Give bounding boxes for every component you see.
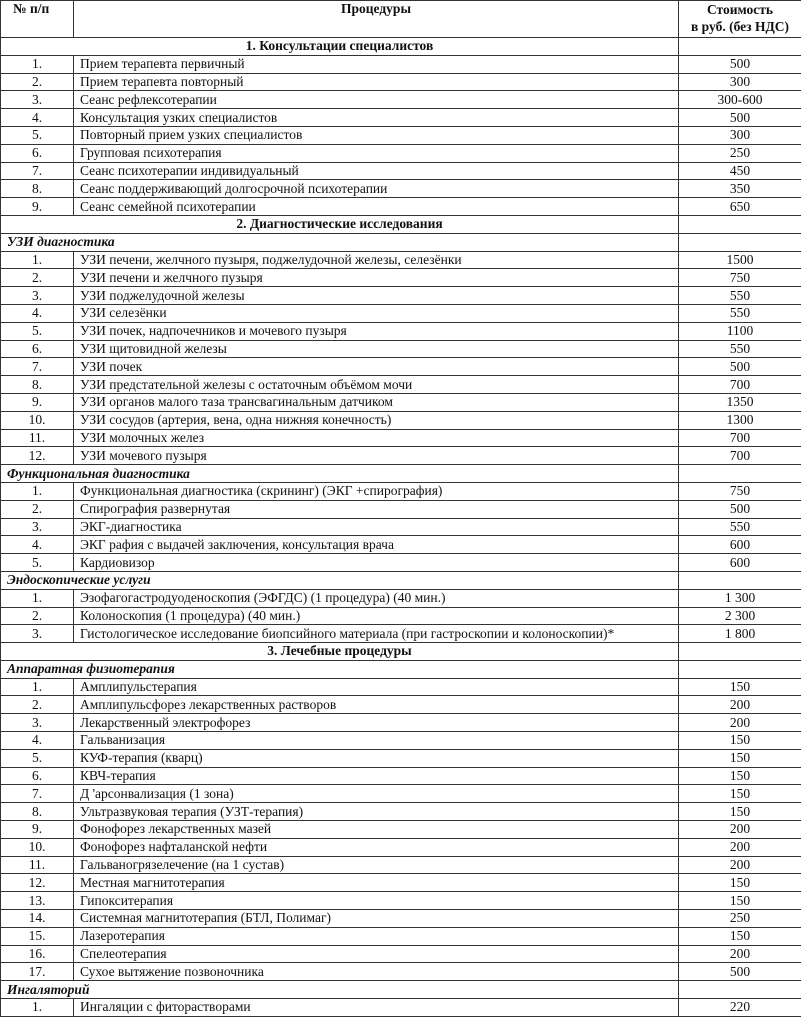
item-price: 750 <box>679 482 801 500</box>
item-name: Амплипульстерапия <box>74 678 679 696</box>
item-name: Сеанс поддерживающий долгосрочной психотерапии <box>74 180 679 198</box>
item-name: Фонофорез нафталанской нефти <box>74 838 679 856</box>
item-number: 3. <box>1 714 74 732</box>
item-price: 1 800 <box>679 625 801 643</box>
item-number: 5. <box>1 554 74 572</box>
item-number: 5. <box>1 126 74 144</box>
item-price: 300-600 <box>679 91 801 109</box>
table-row <box>1 927 801 945</box>
item-price: 300 <box>679 73 801 91</box>
item-price: 220 <box>679 999 801 1017</box>
table-row <box>1 144 801 162</box>
table-row <box>1 180 801 198</box>
item-name: УЗИ почек, надпочечников и мочевого пузыря <box>74 322 679 340</box>
item-price: 250 <box>679 910 801 928</box>
item-number: 10. <box>1 838 74 856</box>
item-price: 200 <box>679 838 801 856</box>
table-row <box>1 999 801 1017</box>
item-name: Сеанс семейной психотерапии <box>74 198 679 216</box>
item-name: Спирография развернутая <box>74 500 679 518</box>
table-row <box>1 429 801 447</box>
header-cost-line1: Стоимость <box>706 2 774 17</box>
item-price: 450 <box>679 162 801 180</box>
subsection-cost-empty <box>679 981 801 999</box>
item-price: 250 <box>679 144 801 162</box>
table-row <box>1 607 801 625</box>
item-price: 750 <box>679 269 801 287</box>
item-price: 700 <box>679 447 801 465</box>
table-row <box>1 874 801 892</box>
item-number: 9. <box>1 198 74 216</box>
subsection-title: Аппаратная физиотерапия <box>1 660 679 678</box>
table-row <box>1 732 801 750</box>
item-number: 13. <box>1 892 74 910</box>
item-number: 5. <box>1 749 74 767</box>
table-row <box>1 91 801 109</box>
item-price: 1500 <box>679 251 801 269</box>
item-price: 700 <box>679 376 801 394</box>
subsection-cost-empty <box>679 660 801 678</box>
table-row <box>1 55 801 73</box>
item-name: Повторный прием узких специалистов <box>74 126 679 144</box>
item-number: 2. <box>1 73 74 91</box>
item-price: 550 <box>679 340 801 358</box>
item-number: 1. <box>1 482 74 500</box>
item-name: УЗИ щитовидной железы <box>74 340 679 358</box>
item-number: 1. <box>1 589 74 607</box>
item-name: Д 'арсонвализация (1 зона) <box>74 785 679 803</box>
item-number: 3. <box>1 625 74 643</box>
item-name: ЭКГ рафия с выдачей заключения, консультация врача <box>74 536 679 554</box>
item-number: 6. <box>1 767 74 785</box>
table-row <box>1 714 801 732</box>
item-price: 600 <box>679 536 801 554</box>
item-price: 200 <box>679 856 801 874</box>
table-row <box>1 393 801 411</box>
item-number: 11. <box>1 429 74 447</box>
subsection-title: Эндоскопические услуги <box>1 571 679 589</box>
item-price: 150 <box>679 767 801 785</box>
item-number: 3. <box>1 518 74 536</box>
item-price: 1350 <box>679 393 801 411</box>
table-row <box>1 856 801 874</box>
item-name: Лазеротерапия <box>74 927 679 945</box>
table-row <box>1 749 801 767</box>
item-price: 200 <box>679 821 801 839</box>
table-row <box>1 269 801 287</box>
item-name: Ультразвуковая терапия (УЗТ-терапия) <box>74 803 679 821</box>
item-price: 550 <box>679 304 801 322</box>
table-row <box>1 838 801 856</box>
item-name: УЗИ селезёнки <box>74 304 679 322</box>
item-number: 1. <box>1 678 74 696</box>
item-number: 4. <box>1 304 74 322</box>
table-row <box>1 376 801 394</box>
item-number: 15. <box>1 927 74 945</box>
item-name: Прием терапевта повторный <box>74 73 679 91</box>
item-name: Консультация узких специалистов <box>74 109 679 127</box>
item-price: 150 <box>679 678 801 696</box>
header-row <box>1 1 801 38</box>
item-price: 150 <box>679 892 801 910</box>
item-number: 4. <box>1 732 74 750</box>
section-row <box>1 215 801 233</box>
table-row <box>1 251 801 269</box>
item-name: Прием терапевта первичный <box>74 55 679 73</box>
item-price: 700 <box>679 429 801 447</box>
item-number: 2. <box>1 269 74 287</box>
item-price: 2 300 <box>679 607 801 625</box>
section-row <box>1 643 801 661</box>
item-number: 11. <box>1 856 74 874</box>
table-row <box>1 500 801 518</box>
table-row <box>1 482 801 500</box>
item-number: 12. <box>1 447 74 465</box>
table-row <box>1 411 801 429</box>
item-name: Системная магнитотерапия (БТЛ, Полимаг) <box>74 910 679 928</box>
section-title: 2. Диагностические исследования <box>1 215 679 233</box>
table-row <box>1 785 801 803</box>
section-title: 3. Лечебные процедуры <box>1 643 679 661</box>
item-price: 1100 <box>679 322 801 340</box>
subsection-row <box>1 571 801 589</box>
item-price: 150 <box>679 803 801 821</box>
item-number: 1. <box>1 55 74 73</box>
item-number: 4. <box>1 536 74 554</box>
header-cost-line2: в руб. (без НДС) <box>691 19 789 34</box>
item-number: 6. <box>1 340 74 358</box>
item-number: 3. <box>1 91 74 109</box>
item-price: 1300 <box>679 411 801 429</box>
item-name: УЗИ предстательной железы с остаточным объёмом мочи <box>74 376 679 394</box>
table-row <box>1 304 801 322</box>
item-price: 200 <box>679 945 801 963</box>
header-number: № п/п <box>1 1 74 38</box>
table-row <box>1 198 801 216</box>
subsection-title: УЗИ диагностика <box>1 233 679 251</box>
subsection-cost-empty <box>679 233 801 251</box>
table-row <box>1 589 801 607</box>
item-price: 350 <box>679 180 801 198</box>
item-name: Сеанс психотерапии индивидуальный <box>74 162 679 180</box>
table-row <box>1 518 801 536</box>
item-name: УЗИ сосудов (артерия, вена, одна нижняя конечность) <box>74 411 679 429</box>
table-row <box>1 554 801 572</box>
item-number: 7. <box>1 358 74 376</box>
item-number: 1. <box>1 251 74 269</box>
item-number: 12. <box>1 874 74 892</box>
header-procedures: Процедуры <box>74 1 679 38</box>
item-name: Амплипульсфорез лекарственных растворов <box>74 696 679 714</box>
item-name: Групповая психотерапия <box>74 144 679 162</box>
item-name: Колоноскопия (1 процедура) (40 мин.) <box>74 607 679 625</box>
item-price: 550 <box>679 518 801 536</box>
subsection-title: Функциональная диагностика <box>1 465 679 483</box>
item-number: 16. <box>1 945 74 963</box>
table-row <box>1 358 801 376</box>
table-row <box>1 945 801 963</box>
item-name: ЭКГ-диагностика <box>74 518 679 536</box>
item-name: УЗИ поджелудочной железы <box>74 287 679 305</box>
item-number: 14. <box>1 910 74 928</box>
item-price: 150 <box>679 749 801 767</box>
table-row <box>1 625 801 643</box>
item-name: Гипокситерапия <box>74 892 679 910</box>
item-price: 500 <box>679 963 801 981</box>
table-row <box>1 536 801 554</box>
item-name: Эзофагогастродуоденоскопия (ЭФГДС) (1 процедура) (40 мин.) <box>74 589 679 607</box>
subsection-cost-empty <box>679 465 801 483</box>
item-name: Гальваногрязелечение (на 1 сустав) <box>74 856 679 874</box>
item-name: Сухое вытяжение позвоночника <box>74 963 679 981</box>
subsection-title: Ингаляторий <box>1 981 679 999</box>
table-row <box>1 963 801 981</box>
price-list-body <box>1 38 801 1017</box>
item-number: 5. <box>1 322 74 340</box>
item-number: 4. <box>1 109 74 127</box>
section-title: 1. Консультации специалистов <box>1 38 679 56</box>
table-row <box>1 767 801 785</box>
item-name: УЗИ органов малого таза трансвагинальным датчиком <box>74 393 679 411</box>
subsection-row <box>1 465 801 483</box>
item-number: 1. <box>1 999 74 1017</box>
subsection-row <box>1 981 801 999</box>
item-price: 150 <box>679 732 801 750</box>
item-name: Гальванизация <box>74 732 679 750</box>
item-price: 600 <box>679 554 801 572</box>
item-name: КУФ-терапия (кварц) <box>74 749 679 767</box>
item-price: 500 <box>679 358 801 376</box>
item-name: УЗИ мочевого пузыря <box>74 447 679 465</box>
table-row <box>1 447 801 465</box>
table-row <box>1 340 801 358</box>
item-number: 7. <box>1 785 74 803</box>
table-row <box>1 678 801 696</box>
item-name: Местная магнитотерапия <box>74 874 679 892</box>
item-name: УЗИ печени, желчного пузыря, поджелудочной железы, селезёнки <box>74 251 679 269</box>
subsection-row <box>1 233 801 251</box>
item-price: 650 <box>679 198 801 216</box>
table-row <box>1 803 801 821</box>
table-row <box>1 73 801 91</box>
section-row <box>1 38 801 56</box>
table-row <box>1 696 801 714</box>
item-number: 2. <box>1 607 74 625</box>
section-cost-empty <box>679 38 801 56</box>
table-row <box>1 287 801 305</box>
item-name: УЗИ печени и желчного пузыря <box>74 269 679 287</box>
item-price: 150 <box>679 927 801 945</box>
header-cost <box>679 1 801 38</box>
item-price: 150 <box>679 785 801 803</box>
table-row <box>1 162 801 180</box>
section-cost-empty <box>679 643 801 661</box>
table-row <box>1 910 801 928</box>
item-price: 150 <box>679 874 801 892</box>
item-number: 9. <box>1 821 74 839</box>
table-row <box>1 126 801 144</box>
item-name: Кардиовизор <box>74 554 679 572</box>
item-number: 10. <box>1 411 74 429</box>
item-price: 500 <box>679 55 801 73</box>
item-number: 17. <box>1 963 74 981</box>
item-number: 3. <box>1 287 74 305</box>
item-number: 8. <box>1 180 74 198</box>
item-number: 2. <box>1 500 74 518</box>
item-name: КВЧ-терапия <box>74 767 679 785</box>
item-price: 550 <box>679 287 801 305</box>
table-row <box>1 322 801 340</box>
item-name: Спелеотерапия <box>74 945 679 963</box>
item-name: Функциональная диагностика (скрининг) (ЭКГ +спирография) <box>74 482 679 500</box>
item-price: 500 <box>679 500 801 518</box>
item-number: 2. <box>1 696 74 714</box>
item-price: 200 <box>679 696 801 714</box>
item-number: 9. <box>1 393 74 411</box>
subsection-cost-empty <box>679 571 801 589</box>
item-price: 1 300 <box>679 589 801 607</box>
subsection-row <box>1 660 801 678</box>
item-name: Лекарственный электрофорез <box>74 714 679 732</box>
item-name: Гистологическое исследование биопсийного материала (при гастроскопии и колоноскопии)* <box>74 625 679 643</box>
item-number: 7. <box>1 162 74 180</box>
item-name: Фонофорез лекарственных мазей <box>74 821 679 839</box>
item-price: 200 <box>679 714 801 732</box>
item-name: Сеанс рефлексотерапии <box>74 91 679 109</box>
table-row <box>1 821 801 839</box>
item-number: 8. <box>1 803 74 821</box>
item-name: Ингаляции с фиторастворами <box>74 999 679 1017</box>
item-number: 6. <box>1 144 74 162</box>
section-cost-empty <box>679 215 801 233</box>
table-row <box>1 109 801 127</box>
item-number: 8. <box>1 376 74 394</box>
table-row <box>1 892 801 910</box>
item-price: 300 <box>679 126 801 144</box>
item-price: 500 <box>679 109 801 127</box>
item-name: УЗИ почек <box>74 358 679 376</box>
item-name: УЗИ молочных желез <box>74 429 679 447</box>
